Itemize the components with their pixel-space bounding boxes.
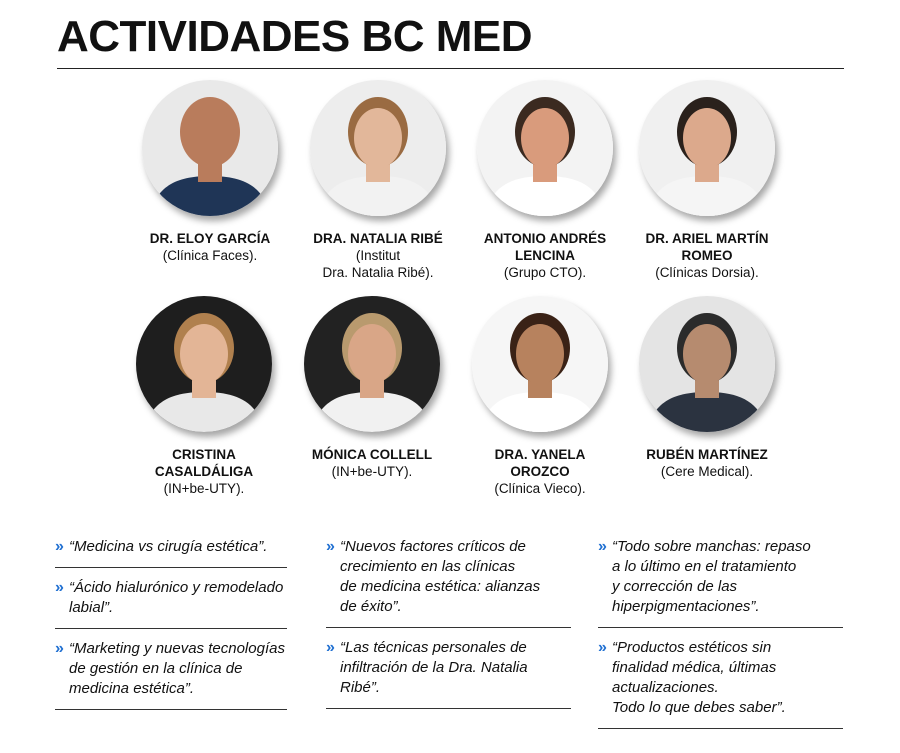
speaker-caption <box>282 446 462 480</box>
topic-item <box>55 639 287 710</box>
speaker-photo <box>477 80 613 216</box>
speaker-card <box>114 296 294 497</box>
speaker-card <box>617 80 797 281</box>
speaker-affiliation: (Clínica Faces). <box>162 248 258 263</box>
speaker-photo <box>310 80 446 216</box>
portrait-illustration <box>639 296 775 432</box>
portrait-face <box>180 324 228 384</box>
topic-item <box>598 537 843 628</box>
speaker-photo <box>639 296 775 432</box>
topic-item <box>55 537 287 568</box>
speaker-name: RUBÉN MARTÍNEZ <box>646 447 768 462</box>
topic-text: “Marketing y nuevas tecnologías de gestión en la clínica de medicina estética”. <box>69 640 285 697</box>
title-divider <box>57 68 844 69</box>
speaker-caption <box>617 230 797 281</box>
speaker-name: CRISTINA CASALDÁLIGA <box>154 447 254 479</box>
speaker-photo <box>136 296 272 432</box>
speaker-affiliation: (Clínicas Dorsia). <box>655 265 759 280</box>
topics-column <box>326 537 571 719</box>
speaker-caption <box>114 446 294 497</box>
bullet-chevron-icon: » <box>326 538 335 555</box>
portrait-illustration <box>142 80 278 216</box>
portrait-face <box>186 108 234 168</box>
topics-column <box>598 537 843 739</box>
topic-text: “Medicina vs cirugía estética”. <box>69 538 268 555</box>
portrait-illustration <box>304 296 440 432</box>
speaker-name: ANTONIO ANDRÉS LENCINA <box>483 231 607 263</box>
speaker-caption <box>450 446 630 497</box>
speaker-affiliation: (IN+be-UTY). <box>163 481 245 496</box>
speaker-caption <box>120 230 300 264</box>
speaker-name: DRA. YANELA OROZCO <box>494 447 586 479</box>
portrait-face <box>348 324 396 384</box>
topics-column <box>55 537 287 720</box>
speaker-photo <box>304 296 440 432</box>
speaker-affiliation: (Grupo CTO). <box>503 265 587 280</box>
speaker-photo <box>472 296 608 432</box>
topic-text: “Las técnicas personales de infiltración de la Dra. Natalia Ribé”. <box>340 639 528 696</box>
portrait-illustration <box>136 296 272 432</box>
bullet-chevron-icon: » <box>55 579 64 596</box>
topic-text: “Ácido hialurónico y remodelado labial”. <box>69 579 284 616</box>
speaker-name: DR. ELOY GARCÍA <box>149 231 271 246</box>
speaker-name: DR. ARIEL MARTÍN ROMEO <box>645 231 769 263</box>
speaker-card <box>455 80 635 281</box>
topic-item <box>55 578 287 629</box>
portrait-face <box>683 324 731 384</box>
portrait-illustration <box>639 80 775 216</box>
speaker-photo <box>142 80 278 216</box>
topic-text: “Nuevos factores críticos de crecimiento en las clínicas de medicina estética: alianzas de éxito”. <box>340 538 541 615</box>
bullet-chevron-icon: » <box>55 640 64 657</box>
topic-item <box>326 638 571 709</box>
speaker-card <box>120 80 300 264</box>
topic-item <box>326 537 571 628</box>
speaker-card <box>282 296 462 480</box>
speaker-card <box>617 296 797 480</box>
portrait-face <box>516 324 564 384</box>
portrait-face <box>354 108 402 168</box>
portrait-illustration <box>472 296 608 432</box>
bullet-chevron-icon: » <box>598 639 607 656</box>
speaker-affiliation: (Cere Medical). <box>660 464 754 479</box>
speaker-affiliation: (Institut Dra. Natalia Ribé). <box>322 248 434 280</box>
topic-text: “Todo sobre manchas: repaso a lo último en el tratamiento y corrección de las hiperpigmentaciones”. <box>612 538 811 615</box>
bullet-chevron-icon: » <box>55 538 64 555</box>
speaker-affiliation: (IN+be-UTY). <box>331 464 413 479</box>
portrait-face <box>683 108 731 168</box>
portrait-illustration <box>310 80 446 216</box>
speaker-name: MÓNICA COLLELL <box>311 447 433 462</box>
speaker-card <box>288 80 468 281</box>
portrait-illustration <box>477 80 613 216</box>
portrait-face <box>521 108 569 168</box>
speaker-caption <box>455 230 635 281</box>
speaker-card <box>450 296 630 497</box>
topic-item <box>598 638 843 729</box>
bullet-chevron-icon: » <box>326 639 335 656</box>
speaker-caption <box>617 446 797 480</box>
speaker-name: DRA. NATALIA RIBÉ <box>313 231 443 246</box>
topic-text: “Productos estéticos sin finalidad médica, últimas actualizaciones. Todo lo que debes saber”. <box>612 639 786 716</box>
speaker-affiliation: (Clínica Vieco). <box>494 481 586 496</box>
speaker-caption <box>288 230 468 281</box>
page-title: ACTIVIDADES BC MED <box>57 12 533 61</box>
bullet-chevron-icon: » <box>598 538 607 555</box>
speaker-photo <box>639 80 775 216</box>
